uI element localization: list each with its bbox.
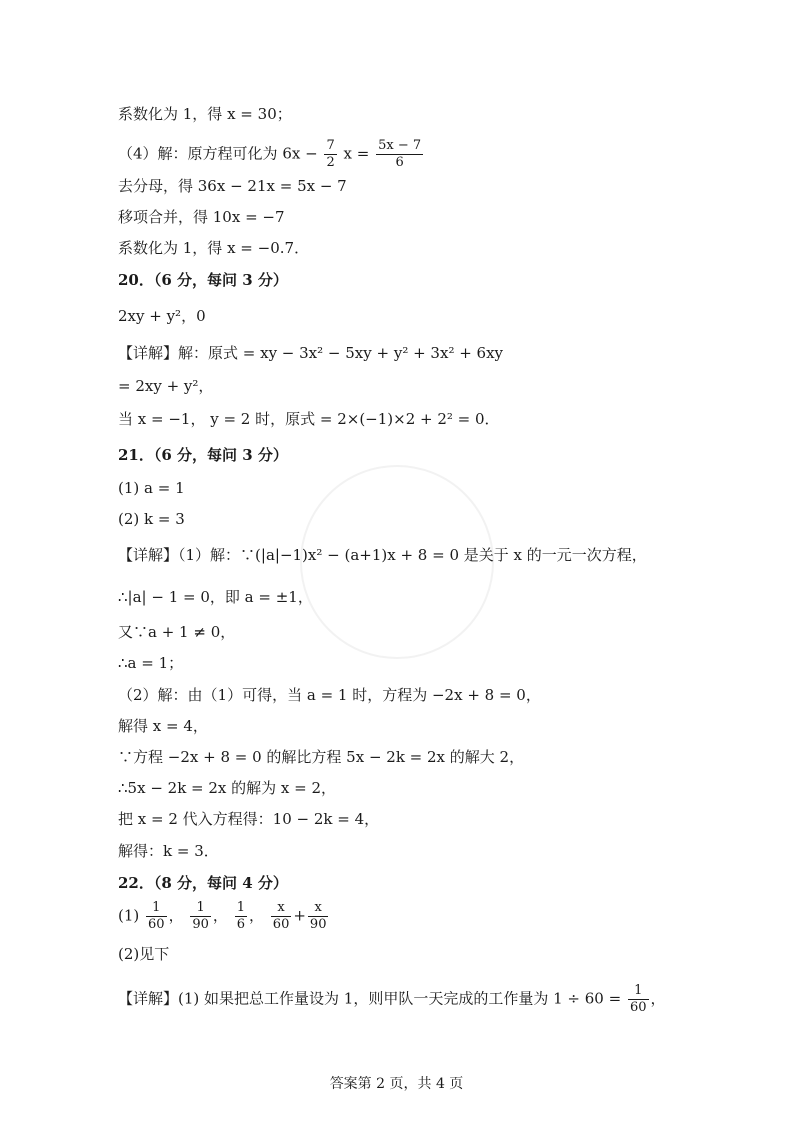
numerator: 5x − 7: [378, 138, 422, 153]
numerator: 1: [634, 983, 643, 998]
text-line: （2）解：由（1）可得，当 a = 1 时，方程为 −2x + 8 = 0，: [118, 686, 541, 704]
fraction: [324, 138, 336, 171]
text-line: 移项合并，得 10x = −7: [118, 208, 285, 226]
numerator: 1: [196, 900, 205, 915]
text-line: 系数化为 1，得 x = −0.7．: [118, 239, 310, 257]
text-line: 系数化为 1，得 x = 30；: [118, 105, 292, 123]
question-heading: 20．（6 分，每问 3 分）: [118, 271, 288, 289]
denominator: 6: [236, 917, 245, 932]
numerator: x: [277, 900, 285, 915]
text-segment: 【详解】(1) 如果把总工作量设为 1，则甲队一天完成的工作量为 1 ÷ 60 =: [118, 989, 622, 1008]
answer-line: (2)见下: [118, 945, 170, 963]
text-segment: ，: [650, 989, 666, 1008]
text-line: ∴|a| − 1 = 0，即 a = ±1，: [118, 588, 313, 606]
fraction: [190, 900, 211, 933]
fraction: [628, 983, 649, 1016]
text-line: ∵方程 −2x + 8 = 0 的解比方程 5x − 2k = 2x 的解大 2，: [118, 748, 525, 766]
fraction: [146, 900, 167, 933]
plus-sign: +: [293, 906, 306, 925]
equation-line: [118, 138, 425, 171]
question-heading: 21．（6 分，每问 3 分）: [118, 446, 288, 464]
page-footer: 答案第 2 页，共 4 页: [329, 1076, 464, 1092]
text-line: ∴a = 1；: [118, 654, 184, 672]
text-line: 【详解】（1）解：∵(|a|−1)x² − (a+1)x + 8 = 0 是关于 x 的一元一次方程，: [118, 546, 647, 564]
text-line: 当 x = −1， y = 2 时，原式 = 2×(−1)×2 + 2² = 0．: [118, 410, 500, 428]
answer-line: [118, 900, 330, 933]
separator: ，: [249, 906, 265, 925]
denominator: 60: [272, 917, 290, 932]
fraction: [376, 138, 423, 171]
text-line: 又∵a + 1 ≠ 0，: [118, 623, 236, 641]
fraction: [271, 900, 292, 933]
text-segment: (1): [118, 906, 140, 925]
separator: ，: [212, 906, 228, 925]
denominator: 90: [309, 917, 327, 932]
answer-line: (1) a = 1: [118, 479, 185, 497]
text-line: = 2xy + y²，: [118, 377, 214, 395]
denominator: 60: [148, 917, 165, 932]
denominator: 6: [376, 154, 423, 171]
text-line: 去分母，得 36x − 21x = 5x − 7: [118, 177, 347, 195]
answer-line: 2xy + y²，0: [118, 307, 206, 325]
fraction: [308, 900, 329, 933]
fraction: [235, 900, 247, 933]
text-line: ∴5x − 2k = 2x 的解为 x = 2，: [118, 779, 337, 797]
separator: ，: [168, 906, 184, 925]
denominator: 60: [629, 1000, 647, 1015]
answer-line: (2) k = 3: [118, 510, 185, 528]
text-segment: （4）解：原方程可化为 6x −: [118, 144, 318, 163]
text-segment: x =: [343, 144, 370, 163]
text-line: 把 x = 2 代入方程得：10 − 2k = 4，: [118, 810, 380, 828]
question-heading: 22．（8 分，每问 4 分）: [118, 874, 288, 892]
denominator: 90: [192, 917, 209, 932]
text-line: 【详解】解：原式 = xy − 3x² − 5xy + y² + 3x² + 6xy: [118, 344, 504, 362]
numerator: 1: [236, 900, 245, 915]
text-line: [118, 983, 666, 1016]
text-line: 解得：k = 3．: [118, 842, 219, 860]
text-line: 解得 x = 4，: [118, 717, 208, 735]
numerator: x: [314, 900, 322, 915]
numerator: 7: [326, 138, 335, 153]
denominator: 2: [326, 155, 335, 170]
numerator: 1: [152, 900, 161, 915]
